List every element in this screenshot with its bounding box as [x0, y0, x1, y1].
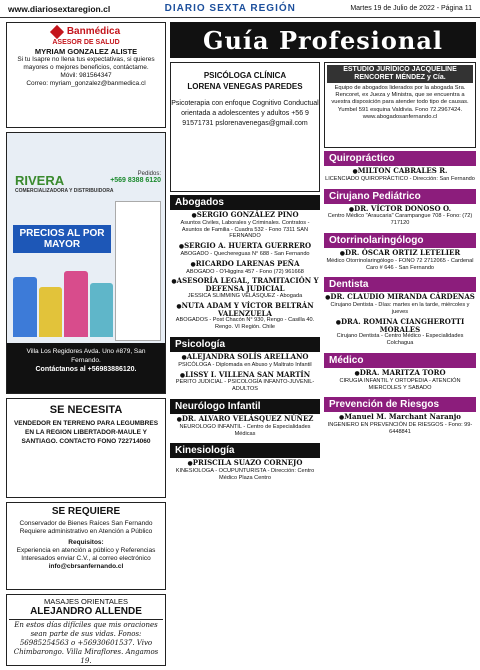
masajes-title: MASAJES ORIENTALES [43, 597, 129, 606]
entry-name: ● DR. CLAUDIO MIRANDA CÁRDENAS [324, 294, 476, 302]
entry [324, 247, 476, 271]
rivera-banner: PRECIOS AL POR MAYOR [13, 225, 111, 253]
entry-text: INGENIERO EN PREVENCIÓN DE RIESGOS - Fono: 99-6448841 [327, 422, 473, 435]
section-psicologia: Psicología [170, 337, 320, 352]
entry-text: Asuntos Civiles, Laborales y Criminales. Contratos - Asuntos de Familia - Cuadra 532 - Fono 7311 SAN FERNANDO [180, 219, 310, 240]
banmedica-movil: Móvil: 981564347 [60, 72, 112, 79]
rivera-products [13, 265, 113, 337]
jacqueline-box [324, 62, 476, 148]
entry-text: Centro Médico "Araucaria" Carampangue 708 - Fono: (72) 717120 [327, 213, 473, 227]
entry-name: ● LISSY I. VILLENA SAN MARTÍN [170, 372, 320, 380]
banmedica-logo-text: Banmédica [66, 26, 121, 37]
entry [170, 212, 320, 240]
product-bottle [13, 277, 37, 337]
entry-text: KINESIOLOGA - OCUPUNTURISTA - Dirección: Centro Médico Plaza Centro [175, 468, 315, 481]
requiere-ad [6, 502, 166, 590]
requiere-email[interactable]: info@cbrsanfernando.cl [48, 563, 124, 570]
jacqueline-title: ESTUDIO JURÍDICO JACQUELINE RENCORET MÉNDEZ y Cía. [327, 65, 473, 83]
entry [324, 294, 476, 315]
entry [170, 351, 320, 369]
site-url[interactable]: www.diariosextaregion.cl [8, 3, 111, 14]
entry-text: LICENCIADO QUIROPRÁCTICO - Dirección: San Fernando [325, 175, 475, 182]
right-column [170, 22, 476, 667]
rivera-ad [6, 132, 166, 394]
product-bottle [64, 271, 88, 337]
psicologa-name: LORENA VENEGAS PAREDES [187, 82, 303, 91]
banmedica-text: Si tu Isapre no llena tus expectativas, si quieres mayores o mejores beneficios, contáctame. [17, 56, 155, 71]
necesita-ad [6, 398, 166, 498]
entry-name: ● DR. ÓSCAR ORTIZ LETELIER [324, 250, 476, 258]
necesita-title: SE NECESITA [49, 404, 123, 416]
product-bottle [90, 283, 114, 337]
psicologa-text: Psicoterapia con enfoque Cognitivo Conductual orientada a adolescentes y adultos +56 9 91571731 pslorenavenegas@gmail.com [171, 100, 319, 127]
section-kinesiologia: Kinesiología [170, 443, 320, 458]
entry-text: CIRUGIA INFANTIL Y ORTOPEDIA - ATENCIÓN MIERCOLES Y SABADO [339, 377, 461, 391]
entry-text: PSICÓLOGA - Diplomada en Abuso y Maltrato Infantil [178, 361, 312, 368]
entry [170, 278, 320, 299]
masajes-text: En estos días difíciles que mis oraciones sean parte de sus vidas. Fonos: 56985254563 o +56930601537. Vivo Chimbarongo. Villa Miraflores. Angamos 19. [9, 619, 163, 666]
entry [170, 258, 320, 276]
section-cirujano: Cirujano Pediátrico [324, 189, 476, 204]
section-neurologo: Neurólogo Infantil [170, 399, 320, 414]
psicologa-title: PSICÓLOGA CLÍNICA [203, 71, 287, 80]
entry [324, 316, 476, 347]
entry [170, 460, 320, 481]
entry-name: ● MILTON CABRALES R. [324, 168, 476, 176]
entry-name: ● DR. VÍCTOR DONOSO O. [324, 206, 476, 214]
product-bottle [39, 287, 63, 337]
masajes-ad [6, 594, 166, 666]
entry [324, 168, 476, 183]
entry [170, 369, 320, 393]
entry [170, 413, 320, 437]
requiere-line: Requisitos: [68, 539, 104, 546]
rivera-address: Villa Los Regidores Avda. Uno #879, San Fernando. [26, 348, 146, 364]
entry-name: ● DRA. ROMINA CIANGHEROTTI MORALES [324, 319, 476, 334]
entry-text: JESSICA SLIMMING VELÁSQUEZ - Abogada [187, 292, 303, 299]
entry-text: ABOGADO - Quechereguas N° 688 - San Fernando [180, 250, 310, 257]
paper-name: DIARIO SEXTA REGIÓN [164, 3, 296, 14]
section-abogados: Abogados [170, 195, 320, 210]
masajes-name: ALEJANDRO ALLENDE [30, 606, 142, 617]
banmedica-role: ASESOR DE SALUD [52, 39, 120, 46]
jacqueline-text: Equipo de abogados liderados por la abogada Sra. Rencoret, ex Jueza y Ministra, que se encuentra a vuestra disposición para atender todo tipo de causas. Yumbel 591 esquina Valdivia. Fono 72.2967424. www.abogadosanfernando.cl [331, 85, 469, 120]
section-dentista: Dentista [324, 277, 476, 292]
entry-text: NEUROLOGO INFANTIL - Centro de Especialidades Médicas [179, 423, 311, 437]
section-prevencion: Prevención de Riesgos [324, 397, 476, 412]
banmedica-correo: Correo: myriam_gonzalez@banmedica.cl [26, 80, 146, 87]
entry-name: ● SERGIO A. HUERTA GUERRERO [170, 243, 320, 251]
rivera-brand: RIVERA [15, 173, 65, 188]
banmedica-ad [6, 22, 166, 128]
entry-text: ABOGADO - O'Higgins 457 - Fono (72) 961668 [186, 268, 304, 275]
rivera-logo [7, 133, 165, 194]
entry-name: ● DR. ALVARO VELÁSQUEZ NÚÑEZ [170, 416, 320, 424]
entry-name: ● Manuel M. Marchant Naranjo [324, 414, 476, 422]
rivera-pedidos [110, 171, 161, 184]
banmedica-name: MYRIAM GONZALEZ ALISTE [34, 47, 138, 56]
entry-name: ● DRA. MARITZA TORO [324, 370, 476, 378]
rivera-contact [7, 343, 165, 394]
rivera-brand-sub: COMERCIALIZADORA Y DISTRIBUIDORA [15, 188, 114, 194]
entry-name: ● SERGIO GONZÁLEZ PINO [170, 212, 320, 220]
entry-text: ABOGADOS - Post Chacón N° 930, Rengo - Casilla 40. Rengo. VI Región. Chile [175, 317, 315, 331]
page-date: Martes 19 de Julio de 2022 - Página 11 [350, 5, 472, 12]
rivera-product-box [115, 201, 161, 341]
guia-title: Guía Profesional [170, 22, 476, 58]
rivera-phone: +569 8388 6120 [110, 177, 161, 184]
banmedica-logo [11, 26, 161, 37]
entry-name: ● RICARDO LARENAS PEÑA [170, 261, 320, 269]
section-quiropractico: Quiropráctico [324, 151, 476, 166]
page-header [0, 0, 480, 18]
entry [324, 203, 476, 227]
rivera-image [7, 133, 165, 343]
banmedica-logo-icon [50, 24, 64, 38]
guia-body [170, 62, 476, 485]
guia-column-2 [324, 62, 476, 485]
necesita-text: VENDEDOR EN TERRENO PARA LEGUMBRES EN LA REGION LIBERTADOR-MAULE Y SANTIAGO. CONTACTO FONO 722714060 [13, 420, 159, 445]
entry [324, 367, 476, 391]
entry-text: PERITO JUDICIAL - PSICOLOGÍA INFANTO-JUVENIL-ADULTOS [175, 379, 315, 393]
entry [170, 243, 320, 258]
entry-name: ● NUTA ADAM Y VÍCTOR BELTRÁN VALENZUELA [170, 303, 320, 318]
entry-name: ● ASESORÍA LEGAL, TRAMITACIÓN Y DEFENSA JUDICIAL [170, 278, 320, 293]
entry [170, 300, 320, 331]
requiere-line: Requiere administrativo en Atención a Público [19, 528, 153, 535]
entry [324, 414, 476, 435]
entry-text: Cirujano Dentista - Centro Médico - Especialidades Colchagua [336, 333, 464, 347]
entry-text: Médico Otorrinolaringólogo - FONO 72 2712065 - Cardenal Caro # 646 - San Fernando [326, 257, 474, 271]
section-medico: Médico [324, 353, 476, 368]
entry-text: Cirujano Dentista - Días: martes en la tarde, miércoles y jueves [330, 302, 470, 315]
requiere-line: Experiencia en atención a público y Referencias [16, 547, 156, 554]
requiere-line: Conservador de Bienes Raíces San Fernando [19, 520, 153, 527]
requiere-title: SE REQUIERE [51, 506, 121, 517]
psicologa-box [170, 62, 320, 192]
rivera-pedidos-label: Pedidos: [137, 171, 161, 177]
requiere-line: Interesados enviar C.V., al correo electrónico [21, 555, 151, 562]
guia-column-1 [170, 62, 320, 485]
rivera-contact-phone: Contáctanos al +56983886120. [35, 366, 137, 373]
section-otorrino: Otorrinolaringólogo [324, 233, 476, 248]
entry-name: ● PRISCILA SUAZO CORNEJO [170, 460, 320, 468]
entry-name: ● ALEJANDRA SOLÍS ARELLANO [170, 354, 320, 362]
left-column [6, 22, 166, 665]
